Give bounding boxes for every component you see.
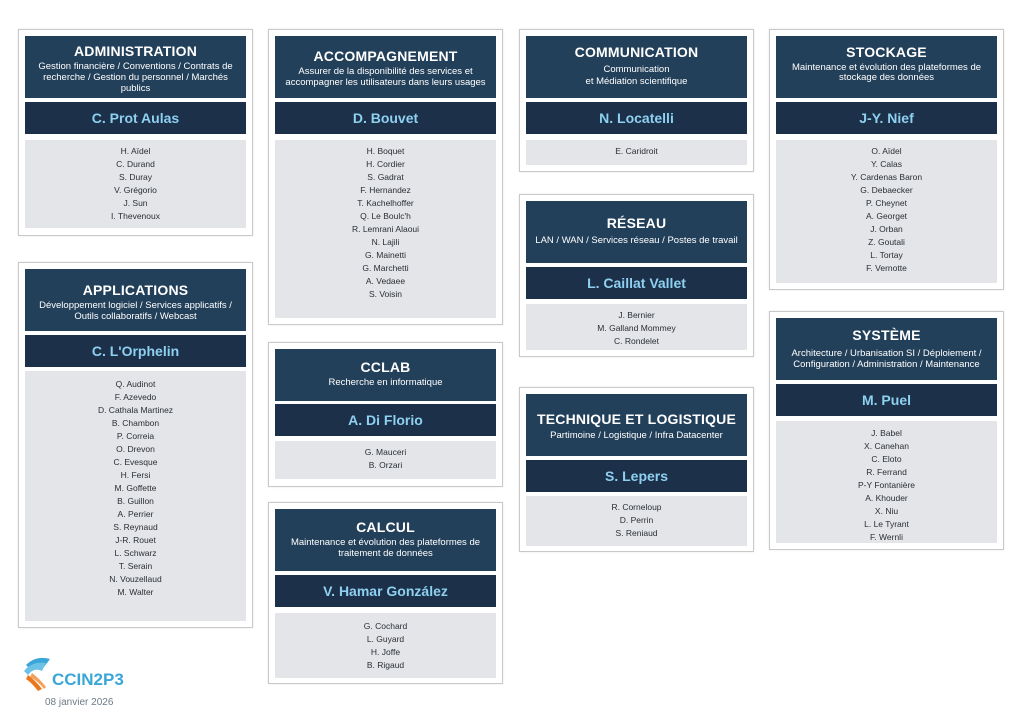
member: J. Bernier bbox=[618, 310, 655, 320]
card-title: ACCOMPAGNEMENT bbox=[313, 48, 458, 64]
card-technique-logistique bbox=[519, 387, 754, 552]
members-list bbox=[275, 613, 496, 678]
member: C. Eloto bbox=[871, 454, 902, 464]
card-lead: V. Hamar González bbox=[275, 575, 496, 607]
card-stockage bbox=[769, 29, 1004, 290]
member: S. Duray bbox=[118, 172, 153, 182]
card-title: SYSTÈME bbox=[852, 327, 921, 343]
member: R. Lemrani Alaoui bbox=[351, 224, 420, 234]
card-reseau bbox=[519, 194, 754, 357]
card-title: APPLICATIONS bbox=[82, 282, 189, 298]
card-description: Recherche en informatique bbox=[328, 377, 443, 388]
members-list bbox=[776, 140, 997, 283]
member: C. Evesque bbox=[113, 457, 158, 467]
card-lead: A. Di Florio bbox=[275, 404, 496, 436]
member: Q. Audinot bbox=[115, 379, 156, 389]
card-lead: L. Caillat Vallet bbox=[526, 267, 747, 299]
member: A. Vedaee bbox=[365, 276, 406, 286]
card-lead: C. Prot Aulas bbox=[25, 102, 246, 134]
member: P-Y Fontanière bbox=[857, 480, 915, 490]
member: P. Cheynet bbox=[866, 198, 907, 208]
member: L. Le Tyrant bbox=[864, 519, 909, 529]
ccin2p3-logo bbox=[22, 655, 132, 697]
member: C. Rondelet bbox=[614, 336, 659, 346]
member: L. Tortay bbox=[870, 250, 903, 260]
member: N. Vouzellaud bbox=[109, 574, 162, 584]
card-title: COMMUNICATION bbox=[574, 44, 699, 60]
card-lead: M. Puel bbox=[776, 384, 997, 416]
member: B. Guillon bbox=[117, 496, 154, 506]
card-description: Développement logiciel / Services applicatifs / Outils collaboratifs / Webcast bbox=[39, 300, 232, 322]
card-header bbox=[275, 349, 496, 401]
ccin2p3-logo-icon bbox=[22, 655, 132, 697]
member: H. Aïdel bbox=[120, 146, 151, 156]
member: F. Azevedo bbox=[114, 392, 157, 402]
card-description: Architecture / Urbanisation SI / Déploiement / Configuration / Administration / Maintenance bbox=[791, 348, 982, 370]
member: G. Cochard bbox=[363, 621, 408, 631]
member: A. Perrier bbox=[117, 509, 154, 519]
card-accompagnement bbox=[268, 29, 503, 325]
card-header bbox=[275, 509, 496, 571]
members-list bbox=[25, 371, 246, 621]
card-title: CALCUL bbox=[356, 519, 415, 535]
member: B. Chambon bbox=[111, 418, 160, 428]
member: F. Hernandez bbox=[360, 185, 411, 195]
card-header bbox=[25, 36, 246, 98]
member: M. Galland Mommey bbox=[597, 323, 676, 333]
card-header bbox=[526, 394, 747, 456]
card-description: Partimoine / Logistique / Infra Datacenter bbox=[550, 430, 723, 441]
member: R. Corneloup bbox=[611, 502, 662, 512]
member: T. Serain bbox=[118, 561, 153, 571]
card-title: ADMINISTRATION bbox=[73, 43, 198, 59]
member: Y. Calas bbox=[870, 159, 903, 169]
card-calcul bbox=[268, 502, 503, 684]
card-lead: N. Locatelli bbox=[526, 102, 747, 134]
card-description: Communication et Médiation scientifique bbox=[585, 64, 688, 87]
member: Q. Le Boulc'h bbox=[360, 211, 411, 221]
card-title: TECHNIQUE ET LOGISTIQUE bbox=[536, 411, 737, 427]
member: R. Ferrand bbox=[866, 467, 907, 477]
card-description: Maintenance et évolution des plateformes de stockage des données bbox=[791, 62, 982, 83]
member: G. Mauceri bbox=[364, 447, 407, 457]
member: N. Lajili bbox=[371, 237, 400, 247]
card-description: Maintenance et évolution des plateformes de traitement de données bbox=[290, 537, 481, 559]
card-header bbox=[526, 201, 747, 263]
card-header bbox=[275, 36, 496, 98]
member: X. Niu bbox=[874, 506, 899, 516]
card-applications bbox=[18, 262, 253, 628]
member: T. Kachelhoffer bbox=[357, 198, 414, 208]
member: E. Caridroit bbox=[615, 146, 658, 156]
members-list bbox=[275, 140, 496, 318]
members-list bbox=[25, 140, 246, 228]
card-lead: S. Lepers bbox=[526, 460, 747, 492]
member: S. Reniaud bbox=[615, 528, 658, 538]
member: A. Khouder bbox=[865, 493, 908, 503]
card-administration bbox=[18, 29, 253, 236]
members-list bbox=[526, 140, 747, 165]
member: O. Aïdel bbox=[871, 146, 902, 156]
card-cclab bbox=[268, 342, 503, 487]
member: D. Perrin bbox=[619, 515, 654, 525]
member: G. Marchetti bbox=[362, 263, 409, 273]
member: J. Babel bbox=[871, 428, 902, 438]
card-systeme bbox=[769, 311, 1004, 550]
card-title: RÉSEAU bbox=[606, 215, 667, 231]
member: P. Correia bbox=[116, 431, 155, 441]
card-lead: D. Bouvet bbox=[275, 102, 496, 134]
member: L. Guyard bbox=[366, 634, 405, 644]
member: D. Cathala Martinez bbox=[97, 405, 174, 415]
member: J. Sun bbox=[123, 198, 148, 208]
member: F. Wernli bbox=[870, 532, 903, 542]
member: L. Schwarz bbox=[114, 548, 157, 558]
member: V. Grégorio bbox=[114, 185, 157, 195]
member: X. Canehan bbox=[864, 441, 909, 451]
members-list bbox=[776, 421, 997, 543]
member: M. Goffette bbox=[114, 483, 157, 493]
member: H. Boquet bbox=[366, 146, 405, 156]
member: G. Debaecker bbox=[860, 185, 913, 195]
member: S. Gadrat bbox=[367, 172, 404, 182]
member: F. Vernotte bbox=[866, 263, 907, 273]
card-lead: C. L'Orphelin bbox=[25, 335, 246, 367]
member: B. Orzari bbox=[368, 460, 403, 470]
member: C. Durand bbox=[116, 159, 155, 169]
card-lead: J-Y. Nief bbox=[776, 102, 997, 134]
footer-date: 08 janvier 2026 bbox=[45, 697, 114, 708]
card-header bbox=[776, 36, 997, 98]
member: H. Joffe bbox=[370, 647, 401, 657]
members-list bbox=[275, 441, 496, 479]
card-title: CCLAB bbox=[360, 359, 411, 375]
member: I. Thevenoux bbox=[111, 211, 160, 221]
card-header bbox=[776, 318, 997, 380]
member: G. Mainetti bbox=[364, 250, 407, 260]
member: B. Rigaud bbox=[366, 660, 405, 670]
member: S. Voisin bbox=[368, 289, 403, 299]
card-communication bbox=[519, 29, 754, 172]
card-header bbox=[526, 36, 747, 98]
member: M. Walter bbox=[117, 587, 154, 597]
card-title: STOCKAGE bbox=[846, 44, 927, 60]
members-list bbox=[526, 496, 747, 546]
member: O. Drevon bbox=[116, 444, 155, 454]
member: J-R. Rouet bbox=[115, 535, 156, 545]
member: J. Orban bbox=[870, 224, 903, 234]
card-description: LAN / WAN / Services réseau / Postes de travail bbox=[535, 235, 738, 246]
member: H. Fersi bbox=[120, 470, 151, 480]
card-description: Gestion financière / Conventions / Contrats de recherche / Gestion du personnel / Marchés publics bbox=[38, 61, 233, 94]
logo-text: CCIN2P3 bbox=[52, 670, 124, 689]
members-list bbox=[526, 304, 747, 350]
member: Z. Goutali bbox=[868, 237, 905, 247]
member: Y. Cardenas Baron bbox=[850, 172, 923, 182]
member: S. Reynaud bbox=[113, 522, 158, 532]
member: H. Cordier bbox=[366, 159, 405, 169]
member: A. Georget bbox=[865, 211, 908, 221]
card-description: Assurer de la disponibilité des services et accompagner les utilisateurs dans leurs usages bbox=[285, 66, 486, 88]
card-header bbox=[25, 269, 246, 331]
